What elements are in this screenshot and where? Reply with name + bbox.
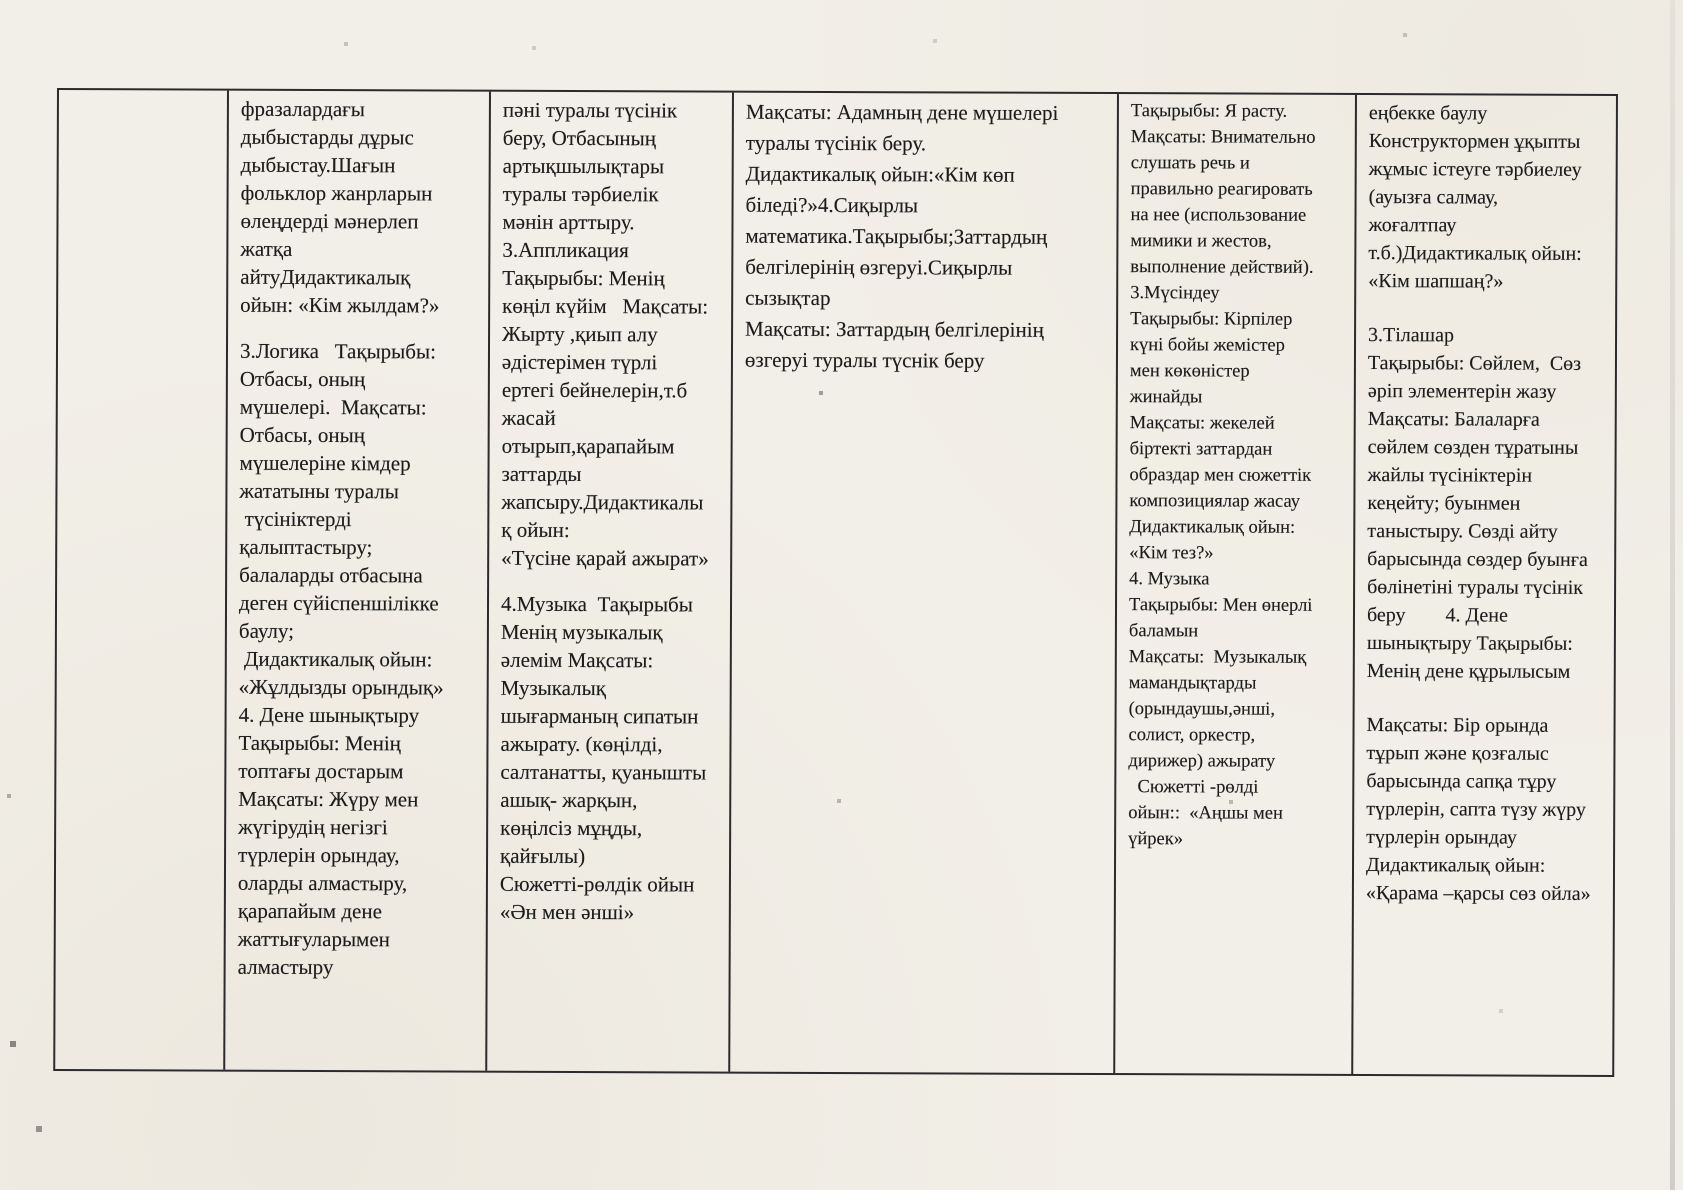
table-cell-tilqatynas — [223, 91, 489, 1071]
text-line: Тақырыбы: Мен өнерлі — [1128, 595, 1313, 616]
text-line: түрлерін, сапта түзу жүру — [1366, 798, 1586, 821]
text-line: «Ән мен әнші» — [499, 899, 635, 925]
text-line: өлеңдерді мәнерлеп — [240, 208, 419, 234]
text-line: айтуДидактикалық — [240, 264, 411, 290]
text-line: мамандықтарды — [1128, 673, 1257, 694]
text-line: шығарманың сипатын — [500, 703, 699, 729]
text-line: 4. Дене шынықтыру — [238, 702, 420, 728]
text-line: жаттығуларымен — [237, 926, 390, 952]
text-line: т.б.)Дидактикалық ойын: — [1368, 242, 1582, 265]
text-line: белгілерінің өзгеруі.Сиқырлы — [745, 254, 1013, 280]
text-line: баулу; — [238, 618, 295, 643]
text-line: сызықтар — [745, 285, 831, 310]
text-line: Мақсаты: Адамның дене мүшелері — [745, 99, 1059, 125]
table-cell-musindeu — [1113, 94, 1355, 1074]
scan-dust-specks — [0, 0, 2, 2]
text-line: «Жұлдызды орындық» — [238, 674, 444, 700]
text-line: Дидактикалық ойын:«Кім көп — [745, 161, 1015, 187]
blank-line — [501, 572, 722, 591]
text-line: жатқа — [240, 236, 293, 261]
text-line: жапсыру.Дидактикалы — [501, 489, 704, 515]
text-line: дыбыстау.Шағын — [240, 152, 396, 178]
text-line: біртекті заттардан — [1129, 439, 1273, 460]
blank-line — [1367, 685, 1610, 712]
text-line: пәні туралы түсінік — [502, 97, 678, 123]
table-cell-siqyrly-matematika — [728, 93, 1117, 1073]
text-line: түрлерін орындау, — [238, 842, 400, 868]
text-line: Дидактикалық ойын: — [238, 646, 433, 672]
text-line: әлемім Мақсаты: — [500, 647, 654, 673]
text-line: Мақсаты: Внимательно — [1130, 127, 1316, 148]
text-line: қарапайым дене — [237, 898, 382, 924]
text-line: Мақсаты: Бір орында — [1366, 714, 1549, 737]
text-line: кеңейту; буынмен — [1367, 492, 1521, 515]
text-line: Мақсаты: Музыкалық — [1128, 647, 1307, 668]
text-line: «Кім тез?» — [1129, 543, 1214, 564]
text-line: түрлерін орындау — [1366, 826, 1517, 849]
text-line: барысында сапқа тұру — [1366, 770, 1557, 793]
text-line: Мақсаты: Балаларға — [1367, 408, 1540, 431]
text-line: көңіл күйім Мақсаты: — [502, 293, 709, 319]
text-line: шынықтыру Тақырыбы: — [1366, 632, 1573, 655]
table-cell-tilashar — [1351, 95, 1620, 1075]
text-line: «Қарама –қарсы сөз ойла» — [1365, 882, 1591, 905]
text-line: бөлінетіні туралы түсінік — [1367, 576, 1584, 599]
text-line: отырып,қарапайым — [501, 433, 675, 459]
text-line: Менің дене құрылысым — [1366, 660, 1571, 683]
text-line: еңбекке баулу — [1368, 102, 1488, 125]
text-line: жұмыс істеуге тәрбиелеу — [1368, 158, 1582, 181]
text-line: алмастыру — [237, 954, 334, 980]
text-line: выполнение действий). — [1130, 257, 1314, 278]
text-line: сөйлем сөзден тұратыны — [1367, 436, 1579, 459]
text-line: Дидактикалық ойын: — [1129, 517, 1296, 538]
scan-edge-shadow — [1670, 0, 1675, 1190]
text-line: Дидактикалық ойын: — [1365, 854, 1546, 877]
text-line: әріп элементерін жазу — [1367, 380, 1557, 403]
text-line: оларды алмастыру, — [237, 870, 408, 896]
text-line: баламын — [1128, 621, 1199, 642]
text-line: 3.Тілашар — [1368, 324, 1455, 347]
text-line: «Түсіне қарай ажырат» — [501, 545, 709, 571]
text-line: қайғылы) — [500, 843, 586, 869]
text-line: Мақсаты: жекелей — [1129, 413, 1275, 434]
text-line: солист, оркестр, — [1128, 725, 1256, 746]
text-line: қ ойын: — [501, 517, 570, 542]
text-line: ажырату. (көңілді, — [500, 731, 663, 757]
text-line: деген сүйіспеншілікке — [238, 590, 439, 616]
text-line: (ауызға салмау, — [1368, 186, 1499, 209]
text-line: артықшылықтары — [502, 153, 665, 179]
text-line: жасай — [501, 405, 556, 430]
text-line: (орындаушы,әнші, — [1128, 699, 1276, 720]
text-line: салтанатты, қуанышты — [500, 759, 707, 785]
text-line: мәнін арттыру. — [502, 209, 635, 235]
text-line: беру, Отбасының — [502, 125, 657, 151]
text-line: Сюжетті -рөлді — [1128, 777, 1259, 798]
blank-line — [240, 319, 480, 338]
text-line: туралы түсінік беру. — [745, 130, 927, 156]
text-line: заттарды — [501, 461, 582, 487]
text-line: Отбасы, оның — [239, 422, 366, 448]
text-line: «Кім шапшаң?» — [1368, 270, 1504, 293]
text-line: фольклор жанрларын — [240, 180, 433, 206]
text-line: жүгірудің негізгі — [238, 814, 388, 840]
text-line: өзгеруі туралы түснік беру — [744, 347, 985, 373]
text-line: Сюжетті-рөлдік ойын — [499, 871, 695, 897]
text-line: Жырту ,қиып алу — [502, 321, 658, 347]
text-line: дыбыстарды дұрыс — [240, 124, 414, 150]
text-line: на нее (использование — [1130, 205, 1307, 226]
text-line: слушать речь и — [1130, 153, 1250, 174]
text-line: жайлы түсініктерін — [1367, 464, 1533, 487]
text-line: біледі?»4.Сиқырлы — [745, 192, 919, 218]
text-line: фразалардағы — [240, 96, 365, 122]
text-line: үйрек» — [1128, 829, 1184, 850]
text-line: ашық- жарқын, — [500, 787, 638, 813]
text-line: Тақырыбы: Я расту. — [1130, 101, 1288, 122]
table-cell-empty — [55, 90, 227, 1070]
text-line: мүшелеріне кімдер — [239, 450, 411, 476]
blank-line — [1368, 295, 1611, 322]
text-line: ойын:: «Аңшы мен — [1128, 803, 1283, 824]
text-line: жинайды — [1129, 387, 1203, 408]
lesson-table — [53, 88, 1618, 1077]
text-line: образдар мен сюжеттік — [1129, 465, 1312, 486]
text-line: жоғалтпау — [1368, 214, 1457, 237]
text-line: Мақсаты: Заттардың белгілерінің — [745, 316, 1044, 342]
text-line: топтағы достарым — [238, 758, 404, 784]
text-line: мүшелері. Мақсаты: — [239, 394, 427, 420]
text-line: барысында сөздер буынға — [1367, 548, 1588, 571]
text-line: Тақырыбы: Менің — [502, 265, 665, 291]
text-line: мен көкөністер — [1129, 361, 1250, 382]
text-line: ертегі бейнелерін,т.б — [501, 377, 688, 403]
text-line: Менің музыкалық — [500, 619, 663, 645]
text-line: Конструктормен ұқыпты — [1368, 130, 1581, 153]
text-line: 3.Логика Тақырыбы: — [239, 338, 436, 364]
text-line: көңілсіз мұңды, — [500, 815, 643, 841]
text-line: таныстыру. Сөзді айту — [1367, 520, 1558, 543]
text-line: 4. Музыка — [1129, 569, 1210, 590]
text-line: қалыптастыру; — [239, 534, 373, 560]
text-line: күні бойы жемістер — [1129, 335, 1285, 356]
text-line: түсініктерді — [239, 506, 352, 532]
table-cell-applikacia — [485, 92, 732, 1072]
text-line: 3.Аппликация — [502, 237, 629, 263]
text-line: тұрып және қозғалыс — [1366, 742, 1549, 765]
text-line: ойын: «Кім жылдам?» — [240, 292, 440, 318]
text-line: беру 4. Дене — [1366, 604, 1508, 627]
text-line: балаларды отбасына — [239, 562, 423, 588]
text-line: Отбасы, оның — [239, 366, 366, 392]
text-line: 4.Музыка Тақырыбы — [500, 591, 693, 617]
text-line: Тақырыбы: Менің — [238, 730, 401, 756]
text-line: дирижер) ажырату — [1128, 751, 1276, 772]
text-line: Тақырыбы: Кірпілер — [1130, 309, 1293, 330]
text-line: әдістерімен түрлі — [501, 349, 658, 375]
text-line: 3.Мүсіндеу — [1130, 283, 1220, 304]
text-line: математика.Тақырыбы;Заттардың — [745, 223, 1048, 249]
text-line: жататыны туралы — [239, 478, 399, 504]
text-line: правильно реагировать — [1130, 179, 1313, 200]
text-line: композициялар жасау — [1129, 491, 1301, 512]
text-line: мимики и жестов, — [1130, 231, 1272, 252]
text-line: Музыкалық — [500, 675, 606, 701]
text-line: Мақсаты: Жүру мен — [238, 786, 419, 812]
text-line: Тақырыбы: Сөйлем, Сөз — [1367, 352, 1582, 375]
text-line: туралы тәрбиелік — [502, 181, 659, 207]
